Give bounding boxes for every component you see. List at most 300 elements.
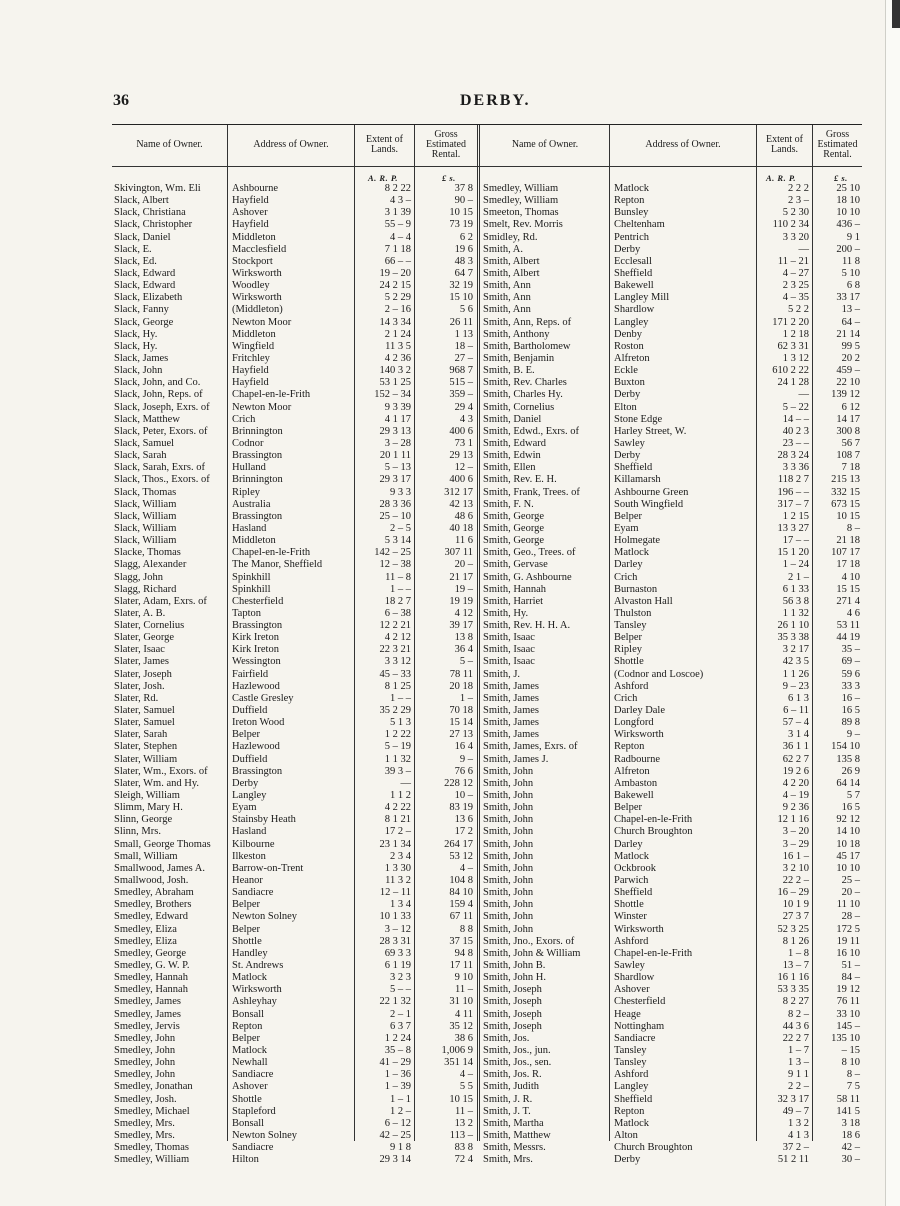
gross-rental: 19 12 xyxy=(836,984,860,996)
extent-of-lands: 6 1 33 xyxy=(782,583,809,595)
extent-of-lands: 27 3 7 xyxy=(782,911,809,923)
owner-name: Smith, James xyxy=(483,729,540,741)
extent-of-lands: 16 1 – xyxy=(782,850,809,862)
gross-rental: 64 – xyxy=(841,316,860,328)
extent-of-lands: 2 3 25 xyxy=(782,280,809,292)
gross-rental: 8 10 xyxy=(841,1057,860,1069)
owner-name: Smith, James xyxy=(483,705,540,717)
gross-rental: 17 18 xyxy=(836,559,860,571)
owner-address: Nottingham xyxy=(614,1020,665,1032)
owner-name: Slack, E. xyxy=(114,243,152,255)
owner-address: Crich xyxy=(614,571,638,583)
extent-of-lands: 12 1 16 xyxy=(777,814,809,826)
gross-rental: 45 17 xyxy=(836,850,860,862)
owner-address: Pentrich xyxy=(614,231,649,243)
owner-name: Smith, Isaac xyxy=(483,632,535,644)
owner-name: Skivington, Wm. Eli xyxy=(114,183,201,194)
table-row xyxy=(112,377,862,389)
extent-of-lands: 22 1 32 xyxy=(379,996,411,1008)
extent-of-lands: 4 1 17 xyxy=(384,413,411,425)
table-row xyxy=(112,1130,862,1142)
table-row xyxy=(112,329,862,341)
extent-of-lands: 2 3 – xyxy=(788,195,809,207)
owner-name: Slater, Josh. xyxy=(114,680,165,692)
owner-name: Smith, John xyxy=(483,911,534,923)
extent-of-lands: 10 1 33 xyxy=(379,911,411,923)
owner-name: Smith, Frank, Trees. of xyxy=(483,486,580,498)
owner-name: Sleigh, William xyxy=(114,790,180,802)
owners-table xyxy=(112,124,862,1166)
gross-rental: 19 19 xyxy=(449,595,473,607)
table-row xyxy=(112,389,862,401)
table-row xyxy=(112,1033,862,1045)
table-row xyxy=(112,814,862,826)
extent-of-lands: 22 2 7 xyxy=(782,1032,809,1044)
extent-of-lands: 4 2 22 xyxy=(384,802,411,814)
gross-rental: 13 2 xyxy=(454,1117,473,1129)
table-row xyxy=(112,693,862,705)
table-row xyxy=(112,183,862,195)
extent-of-lands: 8 2 27 xyxy=(782,996,809,1008)
owner-address: Shottle xyxy=(614,899,644,911)
header-extent-left xyxy=(355,125,414,165)
gross-rental: 37 8 xyxy=(454,183,473,194)
owner-name: Smith, Jos. R. xyxy=(483,1069,542,1081)
gross-rental: 5 7 xyxy=(846,790,860,802)
owner-name: Smith, Harriet xyxy=(483,595,544,607)
gross-rental: 48 3 xyxy=(454,255,473,267)
owner-name: Smedley, George xyxy=(114,947,187,959)
owner-name: Slack, George xyxy=(114,316,174,328)
owner-address: Derby xyxy=(232,777,259,789)
extent-of-lands: 29 3 13 xyxy=(379,425,411,437)
owner-address: Bunsley xyxy=(614,207,649,219)
extent-of-lands: 4 – 27 xyxy=(782,267,809,279)
owner-name: Slack, Elizabeth xyxy=(114,292,183,304)
extent-of-lands: 9 1 8 xyxy=(390,1142,411,1154)
extent-of-lands: 23 1 34 xyxy=(379,838,411,850)
owner-address: Ashbourne xyxy=(232,183,279,194)
gross-rental: 20 – xyxy=(841,887,860,899)
owner-name: Slater, Sarah xyxy=(114,729,168,741)
table-row xyxy=(112,669,862,681)
owner-address: Brinnington xyxy=(232,425,283,437)
extent-of-lands: 4 2 12 xyxy=(384,632,411,644)
owner-name: Smith, Benjamin xyxy=(483,352,555,364)
extent-of-lands: 11 – 8 xyxy=(385,571,411,583)
gross-rental: 19 6 xyxy=(454,243,473,255)
owner-name: Smith, James J. xyxy=(483,753,549,765)
owner-address: Hayfield xyxy=(232,377,269,389)
owner-name: Smith, Rev. E. H. xyxy=(483,474,557,486)
table-row xyxy=(112,487,862,499)
owner-name: Smith, George xyxy=(483,522,545,534)
owner-address: Codnor xyxy=(232,437,264,449)
owner-address: Hayfield xyxy=(232,219,269,231)
gross-rental: 1,006 9 xyxy=(441,1044,473,1056)
owner-address: Chesterfield xyxy=(614,996,666,1008)
owner-name: Smith, Mrs. xyxy=(483,1154,533,1166)
extent-of-lands: 3 – 29 xyxy=(782,838,809,850)
owner-name: Smith, John xyxy=(483,790,534,802)
owner-name: Smith, Hy. xyxy=(483,607,529,619)
extent-of-lands: 24 1 28 xyxy=(777,377,809,389)
owner-name: Smith, Jos., jun. xyxy=(483,1044,551,1056)
owner-address: Alfreton xyxy=(614,765,650,777)
owner-name: Slater, Samuel xyxy=(114,705,175,717)
extent-of-lands: 1 2 22 xyxy=(384,729,411,741)
gross-rental: 359 – xyxy=(449,389,473,401)
owner-name: Smedley, John xyxy=(114,1069,176,1081)
owner-name: Smith, Jos. xyxy=(483,1032,530,1044)
owner-address: Kirk Ireton xyxy=(232,632,279,644)
owner-address: Derby xyxy=(614,243,641,255)
extent-of-lands: 36 1 1 xyxy=(782,741,809,753)
owner-address: Stapleford xyxy=(232,1105,276,1117)
extent-of-lands: 12 – 38 xyxy=(379,559,411,571)
owner-name: Smith, George xyxy=(483,535,545,547)
owner-address: Tansley xyxy=(614,620,647,632)
owner-name: Smedley, John xyxy=(114,1032,176,1044)
owner-address: Crich xyxy=(232,413,256,425)
extent-of-lands: 8 1 26 xyxy=(782,935,809,947)
gross-rental: 6 8 xyxy=(846,280,860,292)
owner-name: Small, William xyxy=(114,850,178,862)
extent-of-lands: 12 2 21 xyxy=(379,620,411,632)
owner-name: Slack, John, Reps. of xyxy=(114,389,203,401)
gross-rental: 40 18 xyxy=(449,522,473,534)
extent-of-lands: 14 – – xyxy=(782,413,809,425)
owner-address: Langley xyxy=(614,316,649,328)
owner-name: Smedley, William xyxy=(483,183,559,194)
table-row xyxy=(112,972,862,984)
extent-of-lands: 1 3 4 xyxy=(390,899,411,911)
extent-of-lands: 62 2 7 xyxy=(782,753,809,765)
owner-name: Slack, Hy. xyxy=(114,328,158,340)
owner-address: Bakewell xyxy=(614,790,654,802)
owner-name: Smith, Anthony xyxy=(483,328,550,340)
owner-address: Ilkeston xyxy=(232,850,266,862)
owner-name: Smith, Rev. Charles xyxy=(483,377,567,389)
gross-rental: 89 8 xyxy=(841,717,860,729)
extent-of-lands: 3 2 10 xyxy=(782,862,809,874)
gross-rental: 6 12 xyxy=(841,401,860,413)
owner-name: Smith, John xyxy=(483,838,534,850)
extent-of-lands: 4 – 19 xyxy=(782,790,809,802)
owner-name: Smith, B. E. xyxy=(483,365,535,377)
owner-name: Smith, J. R. xyxy=(483,1093,533,1105)
gross-rental: 33 10 xyxy=(836,1008,860,1020)
owner-name: Smith, Joseph xyxy=(483,996,542,1008)
owner-address: Matlock xyxy=(614,183,649,194)
gross-rental: 400 6 xyxy=(449,474,473,486)
gross-rental: 7 18 xyxy=(841,462,860,474)
table-row xyxy=(112,717,862,729)
owner-name: Slater, Isaac xyxy=(114,644,165,656)
extent-of-lands: 118 2 7 xyxy=(777,474,809,486)
owner-name: Slacke, Thomas xyxy=(114,547,181,559)
owner-address: Wessington xyxy=(232,656,281,668)
owner-name: Smedley, James xyxy=(114,1008,181,1020)
extent-of-lands: 196 – – xyxy=(777,486,809,498)
table-row xyxy=(112,984,862,996)
owner-address: Sheffield xyxy=(614,1093,653,1105)
table-body xyxy=(112,183,862,1166)
extent-of-lands: 2 1 24 xyxy=(384,328,411,340)
owner-address: Repton xyxy=(232,1020,263,1032)
extent-of-lands: 4 2 36 xyxy=(384,352,411,364)
owner-name: Slack, Ed. xyxy=(114,255,157,267)
owner-name: Smith, Cornelius xyxy=(483,401,555,413)
extent-of-lands: 2 2 – xyxy=(788,1081,809,1093)
owner-address: Ecclesall xyxy=(614,255,652,267)
owner-name: Smith, Joseph xyxy=(483,1008,542,1020)
owner-name: Smith, Daniel xyxy=(483,413,542,425)
extent-of-lands: 1 2 24 xyxy=(384,1032,411,1044)
owner-address: Spinkhill xyxy=(232,583,271,595)
owner-address: Ripley xyxy=(614,644,642,656)
owner-name: Smith, Isaac xyxy=(483,644,535,656)
owner-address: Brinnington xyxy=(232,474,283,486)
extent-of-lands: 3 3 36 xyxy=(782,462,809,474)
header-rental-line3: Rental. xyxy=(431,149,461,160)
gross-rental: 56 7 xyxy=(841,437,860,449)
owner-address: Belper xyxy=(232,1032,260,1044)
gross-rental: 13 6 xyxy=(454,814,473,826)
owner-name: Slack, Thomas xyxy=(114,486,177,498)
owner-name: Smith, John & William xyxy=(483,947,581,959)
owner-address: (Middleton) xyxy=(232,304,283,316)
gross-rental: 76 6 xyxy=(454,765,473,777)
owner-address: Newton Moor xyxy=(232,401,292,413)
table-row xyxy=(112,353,862,365)
gross-rental: 8 – xyxy=(846,522,860,534)
header-extent-line1: Extent of xyxy=(766,134,803,145)
owner-address: Duffield xyxy=(232,753,268,765)
gross-rental: 10 15 xyxy=(449,207,473,219)
owner-name: Smedley, Michael xyxy=(114,1105,190,1117)
gross-rental: 1 – xyxy=(459,692,473,704)
extent-of-lands: 53 1 25 xyxy=(379,377,411,389)
owner-name: Smith, Joseph xyxy=(483,1020,542,1032)
extent-of-lands: 17 2 – xyxy=(384,826,411,838)
table-row xyxy=(112,948,862,960)
owner-address: Macclesfield xyxy=(232,243,287,255)
owner-address: Sheffield xyxy=(614,267,653,279)
owner-address: Bonsall xyxy=(232,1117,265,1129)
owner-name: Slack, William xyxy=(114,522,177,534)
extent-of-lands: 3 – 28 xyxy=(384,437,411,449)
owner-address: Winster xyxy=(614,911,647,923)
owner-address: Church Broughton xyxy=(614,1142,693,1154)
table-row xyxy=(112,195,862,207)
table-row xyxy=(112,219,862,231)
owner-name: Slater, A. B. xyxy=(114,607,166,619)
owner-address: The Manor, Sheffield xyxy=(232,559,323,571)
extent-of-lands: 4 – 35 xyxy=(782,292,809,304)
gross-rental: 27 – xyxy=(454,352,473,364)
table-row xyxy=(112,875,862,887)
header-address-left: Address of Owner. xyxy=(253,139,329,150)
owner-address: Chesterfield xyxy=(232,595,284,607)
owner-address: Wirksworth xyxy=(614,729,664,741)
gross-rental: 17 11 xyxy=(449,960,473,971)
owner-name: Smedley, Eliza xyxy=(114,935,177,947)
owner-name: Smith, Edwd., Exrs. of xyxy=(483,425,579,437)
table-row xyxy=(112,232,862,244)
extent-of-lands: 110 2 34 xyxy=(772,219,809,231)
owner-address: Sawley xyxy=(614,437,645,449)
extent-of-lands: 17 – – xyxy=(782,535,809,547)
extent-of-lands: 13 3 27 xyxy=(777,522,809,534)
owner-name: Slater, Wm., Exors. of xyxy=(114,765,208,777)
extent-of-lands: 1 1 32 xyxy=(384,753,411,765)
extent-of-lands: 29 3 17 xyxy=(379,474,411,486)
extent-of-lands: 2 2 2 xyxy=(788,183,809,194)
owner-address: Buxton xyxy=(614,377,645,389)
owner-address: Belper xyxy=(614,510,642,522)
gross-rental: 37 15 xyxy=(449,935,473,947)
table-row xyxy=(112,462,862,474)
gross-rental: 300 8 xyxy=(836,425,860,437)
gross-rental: 351 14 xyxy=(444,1057,473,1069)
owner-name: Smith, John xyxy=(483,923,534,935)
owner-address: Ashbourne Green xyxy=(614,486,689,498)
gross-rental: 72 4 xyxy=(454,1154,473,1166)
gross-rental: 3 18 xyxy=(841,1117,860,1129)
table-row xyxy=(112,1118,862,1130)
table-row xyxy=(112,256,862,268)
owner-name: Smith, John xyxy=(483,777,534,789)
owner-address: Ashover xyxy=(232,207,268,219)
extent-of-lands: 69 3 3 xyxy=(384,947,411,959)
gross-rental: 64 7 xyxy=(454,267,473,279)
gross-rental: 108 7 xyxy=(836,450,860,462)
owner-name: Small, George Thomas xyxy=(114,838,211,850)
owner-name: Smith, Ann xyxy=(483,280,531,292)
gross-rental: 38 6 xyxy=(454,1032,473,1044)
owner-name: Smith, Geo., Trees. of xyxy=(483,547,576,559)
owner-address: Hazlewood xyxy=(232,680,280,692)
owner-address: Stainsby Heath xyxy=(232,814,296,826)
owner-address: Eckle xyxy=(614,365,638,377)
extent-of-lands: 171 2 20 xyxy=(772,316,809,328)
gross-rental: 515 – xyxy=(449,377,473,389)
gross-rental: 11 6 xyxy=(455,535,473,547)
table-row xyxy=(112,887,862,899)
extent-of-lands: 6 1 3 xyxy=(788,692,809,704)
extent-of-lands: 6 – 38 xyxy=(384,607,411,619)
owner-address: Heage xyxy=(614,1008,641,1020)
owner-name: Smith, Edwin xyxy=(483,450,541,462)
owner-name: Smith, Albert xyxy=(483,255,540,267)
gross-rental: 36 4 xyxy=(454,644,473,656)
owner-address: Denby xyxy=(614,328,642,340)
owner-address: Wirksworth xyxy=(232,984,282,996)
owner-name: Smith, John xyxy=(483,862,534,874)
table-row xyxy=(112,535,862,547)
extent-of-lands: 1 – – xyxy=(390,692,411,704)
owner-address: Burnaston xyxy=(614,583,658,595)
table-row xyxy=(112,754,862,766)
gross-rental: 141 5 xyxy=(836,1105,860,1117)
header-rental-line1: Gross xyxy=(825,129,850,140)
owner-address: Brassington xyxy=(232,510,283,522)
owner-address: Ashover xyxy=(232,1081,268,1093)
owner-name: Slimm, Mary H. xyxy=(114,802,183,814)
owner-address: Longford xyxy=(614,717,654,729)
extent-of-lands: 10 1 9 xyxy=(782,899,809,911)
owner-address: Ireton Wood xyxy=(232,717,285,729)
extent-of-lands: 1 – 8 xyxy=(788,947,809,959)
owner-name: Slack, Daniel xyxy=(114,231,171,243)
owner-name: Slack, Christiana xyxy=(114,207,186,219)
gross-rental: 10 10 xyxy=(836,862,860,874)
gross-rental: 228 12 xyxy=(444,777,473,789)
extent-of-lands: 45 – 33 xyxy=(379,668,411,680)
owner-address: Parwich xyxy=(614,875,649,887)
owner-address: Radbourne xyxy=(614,753,661,765)
owner-name: Smith, Jno., Exors. of xyxy=(483,935,575,947)
owner-address: Newton Moor xyxy=(232,316,292,328)
owner-name: Smith, Messrs. xyxy=(483,1142,546,1154)
extent-of-lands: 20 1 11 xyxy=(379,450,411,462)
owner-name: Smith, James xyxy=(483,717,540,729)
gross-rental: 28 – xyxy=(841,911,860,923)
owner-name: Slater, Cornelius xyxy=(114,620,185,632)
gross-rental: 16 5 xyxy=(841,802,860,814)
extent-of-lands: 1 2 – xyxy=(390,1105,411,1117)
extent-of-lands: 6 3 7 xyxy=(390,1020,411,1032)
gross-rental: 84 – xyxy=(841,972,860,984)
table-row xyxy=(112,1009,862,1021)
gross-rental: 135 10 xyxy=(831,1032,860,1044)
owner-name: Slater, William xyxy=(114,753,178,765)
owner-name: Slack, Christopher xyxy=(114,219,193,231)
header-rental-line2: Estimated xyxy=(817,139,858,150)
table-row xyxy=(112,572,862,584)
gross-rental: 84 10 xyxy=(449,887,473,899)
extent-of-lands: 7 1 18 xyxy=(384,243,411,255)
owner-name: Smedley, William xyxy=(483,195,559,207)
table-row xyxy=(112,911,862,923)
header-address-right: Address of Owner. xyxy=(645,139,721,150)
owner-address: Hulland xyxy=(232,462,266,474)
extent-of-lands: 28 3 24 xyxy=(777,450,809,462)
owner-name: Slack, John, and Co. xyxy=(114,377,201,389)
owner-address: Darley xyxy=(614,559,643,571)
gross-rental: 15 10 xyxy=(449,292,473,304)
owner-name: Smith, Judith xyxy=(483,1081,540,1093)
extent-of-lands: 317 – 7 xyxy=(777,498,809,510)
extent-of-lands: 29 3 14 xyxy=(379,1154,411,1166)
owner-address: Matlock xyxy=(614,1117,649,1129)
table-row xyxy=(112,438,862,450)
gross-rental: 21 18 xyxy=(836,535,860,547)
gross-rental: 25 10 xyxy=(836,183,860,194)
owner-name: Slack, Sarah, Exrs. of xyxy=(114,462,205,474)
gross-rental: 99 5 xyxy=(841,340,860,352)
units-rental-right: £ s. xyxy=(834,173,848,183)
extent-of-lands: 55 – 9 xyxy=(384,219,411,231)
extent-of-lands: 1 – 1 xyxy=(390,1093,411,1105)
header-name-left: Name of Owner. xyxy=(136,139,203,150)
extent-of-lands: 1 3 30 xyxy=(384,862,411,874)
extent-of-lands: 52 3 25 xyxy=(777,923,809,935)
owner-name: Slack, Samuel xyxy=(114,437,175,449)
owner-address: Ambaston xyxy=(614,777,658,789)
owner-address: Belper xyxy=(232,923,260,935)
